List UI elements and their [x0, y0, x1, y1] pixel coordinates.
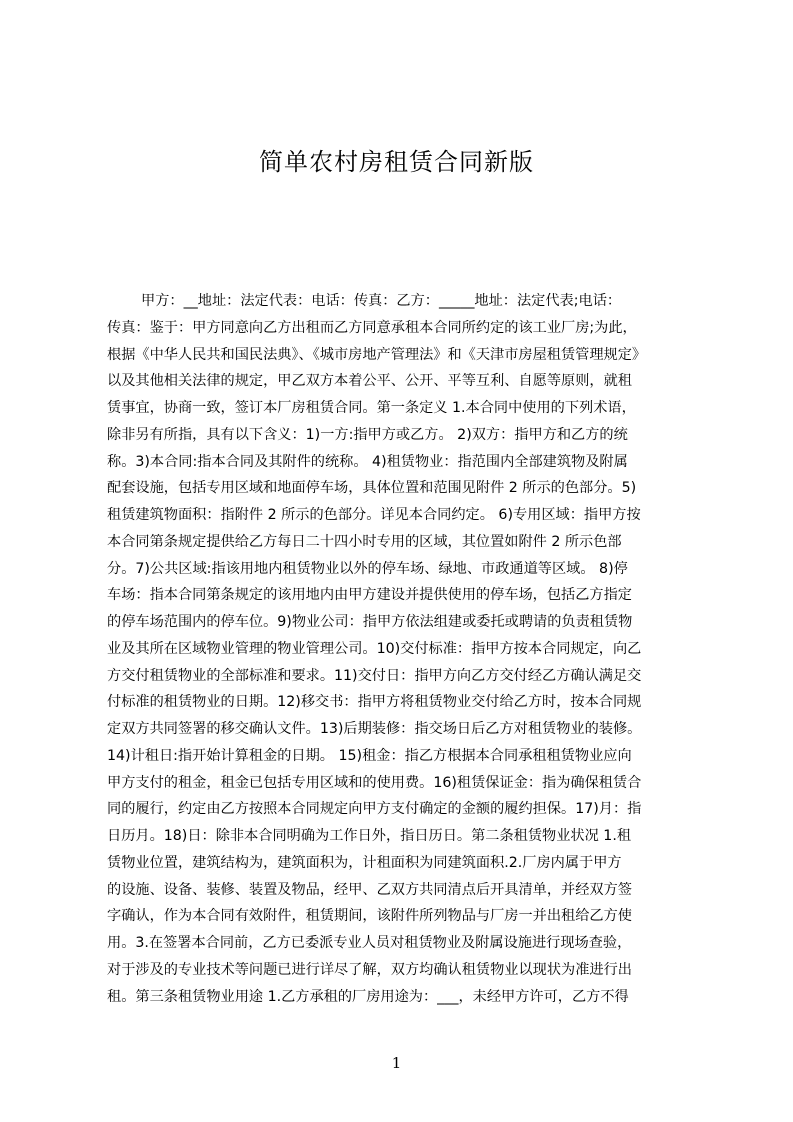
body-line: 本合同第条规定提供给乙方每日二十四小时专用的区域，其位置如附件 2 所示色部 — [107, 533, 622, 550]
body-line: 以及其他相关法律的规定，甲乙双方本着公平、公开、平等互利、自愿等原则，就租 — [107, 373, 632, 390]
body-line: 的设施、设备、装修、装置及物品，经甲、乙双方共同清点后开具清单，并经双方签 — [107, 881, 632, 898]
body-line: 14)计租日:指开始计算租金的日期。 15)租金：指乙方根据本合同承租租赁物业应向 — [107, 747, 632, 764]
body-line: 租。第三条租赁物业用途 1.乙方承租的厂房用途为：___，未经甲方许可，乙方不得 — [107, 988, 629, 1005]
document-title: 简单农村房租赁合同新版 — [259, 148, 534, 176]
body-line: 传真：鉴于：甲方同意向乙方出租而乙方同意承租本合同所约定的该工业厂房;为此， — [107, 319, 637, 336]
body-line: 甲方：__地址：法定代表：电话：传真：乙方：_____地址：法定代表;电话： — [141, 293, 622, 309]
body-line: 定双方共同签署的移交确认文件。13)后期装修：指交场日后乙方对租赁物业的装修。 — [107, 721, 642, 737]
body-line: 车场：指本合同第条规定的该用地内由甲方建设并提供使用的停车场，包括乙方指定 — [107, 587, 632, 604]
body-line: 赁事宜，协商一致，签订本厂房租赁合同。第一条定义 1.本合同中使用的下列术语， — [107, 400, 636, 416]
body-line: 用。3.在签署本合同前，乙方已委派专业人员对租赁物业及附属设施进行现场查验， — [107, 935, 632, 951]
body-line: 日历月。18)日：除非本合同明确为工作日外，指日历日。第二条租赁物业状况 1.租 — [107, 828, 632, 844]
body-line: 根据《中华人民共和国民法典》、《城市房地产管理法》和《天津市房屋租赁管理规定》 — [107, 346, 647, 363]
body-line: 甲方支付的租金，租金已包括专用区域和的使用费。16)租赁保证金：指为确保租赁合 — [107, 774, 642, 791]
body-line: 字确认，作为本合同有效附件，租赁期间，该附件所列物品与厂房一并出租给乙方使 — [107, 908, 632, 925]
body-line: 分。7)公共区域:指该用地内租赁物业以外的停车场、绿地、市政通道等区域。 8)停 — [107, 560, 628, 577]
page-number: 1 — [391, 1054, 402, 1072]
document-body — [107, 288, 697, 1010]
body-line: 租赁建筑物面积：指附件 2 所示的色部分。详见本合同约定。 6)专用区域：指甲方按 — [107, 507, 641, 523]
body-line: 方交付租赁物业的全部标准和要求。11)交付日：指甲方向乙方交付经乙方确认满足交 — [107, 667, 642, 684]
body-line: 配套设施，包括专用区域和地面停车场，具体位置和范围见附件 2 所示的色部分。5) — [107, 480, 637, 497]
body-line: 对于涉及的专业技术等问题已进行详尽了解，双方均确认租赁物业以现状为准进行出 — [107, 961, 632, 978]
body-line: 同的履行，约定由乙方按照本合同规定向甲方支付确定的金额的履约担保。17)月：指 — [107, 801, 642, 818]
body-line: 赁物业位置，建筑结构为，建筑面积为，计租面积为同建筑面积.2.厂房内属于甲方 — [107, 854, 622, 871]
body-line: 的停车场范围内的停车位。9)物业公司：指甲方依法组建或委托或聘请的负责租赁物 — [107, 614, 633, 630]
body-line: 称。3)本合同:指本合同及其附件的统称。 4)租赁物业：指范围内全部建筑物及附属 — [107, 453, 628, 470]
body-line: 付标准的租赁物业的日期。12)移交书：指甲方将租赁物业交付给乙方时，按本合同规 — [107, 694, 642, 711]
body-line: 业及其所在区域物业管理的物业管理公司。10)交付标准：指甲方按本合同规定，向乙 — [107, 640, 642, 657]
body-line: 除非另有所指，具有以下含义：1)一方:指甲方或乙方。 2)双方：指甲方和乙方的统 — [107, 426, 628, 443]
